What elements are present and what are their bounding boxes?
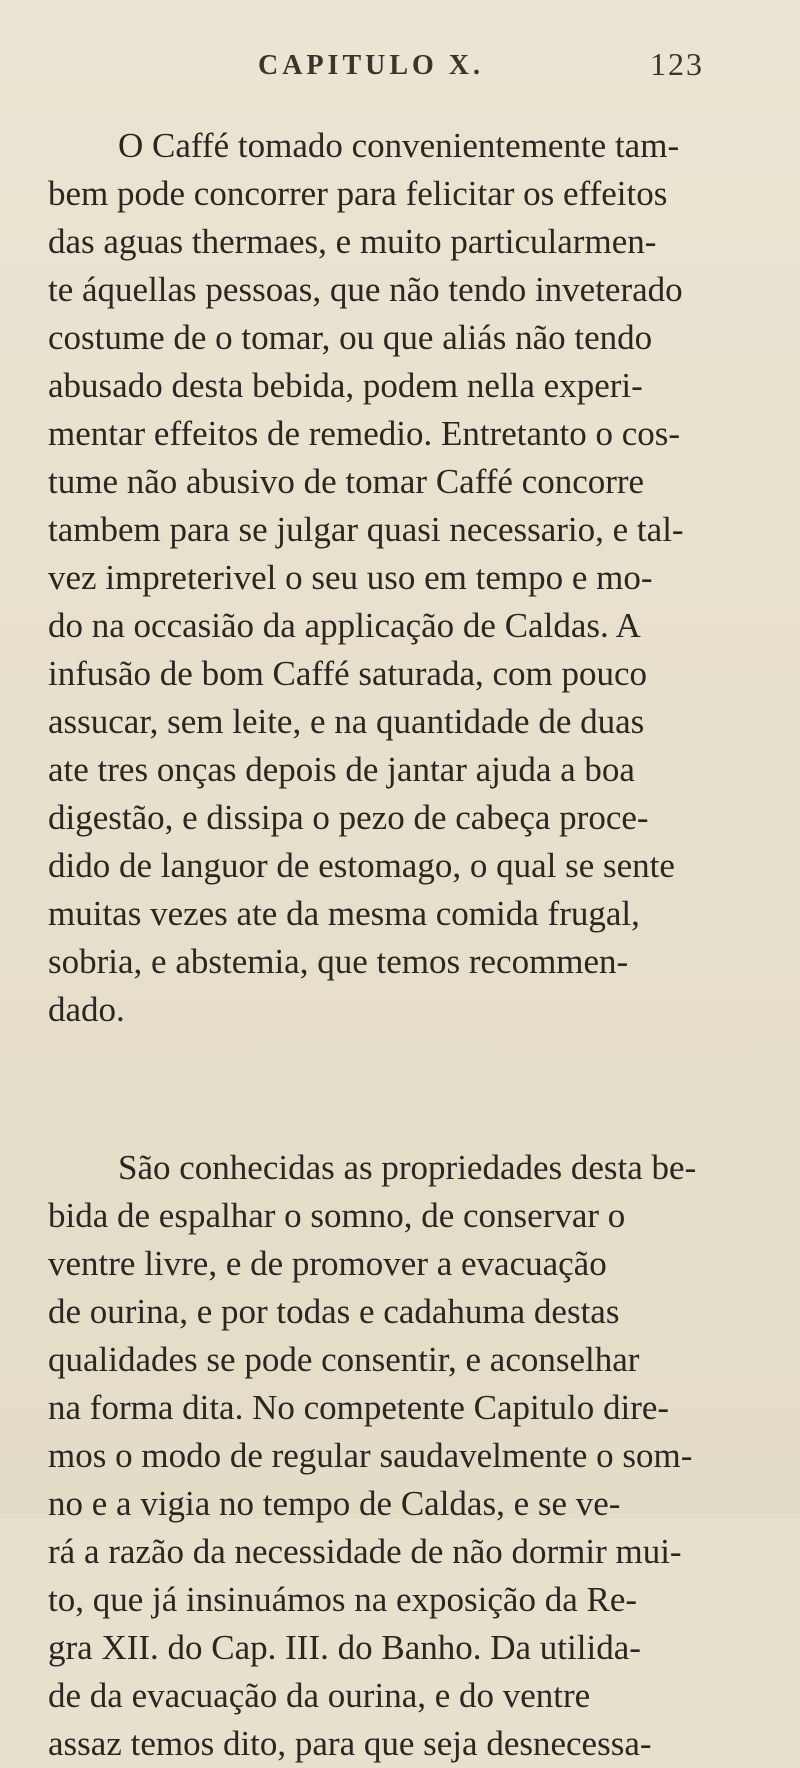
text-line: de ourina, e por todas e cadahuma destas xyxy=(48,1292,620,1331)
text-line: te áquellas pessoas, que não tendo inveterado xyxy=(48,270,683,309)
text-line: São conhecidas as propriedades desta be- xyxy=(118,1148,697,1187)
running-head: CAPITULO X. xyxy=(258,50,485,81)
text-line: to, que já insinuámos na exposição da Re- xyxy=(48,1580,638,1619)
text-line: tume não abusivo de tomar Caffé concorre xyxy=(48,462,645,501)
page-header xyxy=(48,0,762,122)
text-line: ate tres onças depois de jantar ajuda a boa xyxy=(48,750,635,789)
text-line: no e a vigia no tempo de Caldas, e se ve- xyxy=(48,1484,621,1523)
text-line: O Caffé tomado convenientemente tam- xyxy=(118,126,680,165)
text-line: mos o modo de regular saudavelmente o som- xyxy=(48,1436,693,1475)
text-line: bida de espalhar o somno, de conservar o xyxy=(48,1196,626,1235)
text-line: assucar, sem leite, e na quantidade de duas xyxy=(48,702,645,741)
paragraph-gap xyxy=(48,1034,762,1144)
body-text xyxy=(48,122,762,1768)
text-line: qualidades se pode consentir, e aconselhar xyxy=(48,1340,640,1379)
text-line: costume de o tomar, ou que aliás não tendo xyxy=(48,318,653,357)
text-line: dido de languor de estomago, o qual se sente xyxy=(48,846,675,885)
text-line: infusão de bom Caffé saturada, com pouco xyxy=(48,654,648,693)
text-line: dado. xyxy=(48,990,125,1029)
paragraph-1 xyxy=(48,122,762,1034)
text-line: sobria, e abstemia, que temos recommen- xyxy=(48,942,629,981)
text-line: na forma dita. No competente Capitulo dire- xyxy=(48,1388,670,1427)
text-line: de da evacuação da ourina, e do ventre xyxy=(48,1676,591,1715)
text-line: digestão, e dissipa o pezo de cabeça proce- xyxy=(48,798,649,837)
text-line: mentar effeitos de remedio. Entretanto o cos- xyxy=(48,414,681,453)
text-line: gra XII. do Cap. III. do Banho. Da utilida- xyxy=(48,1628,641,1667)
text-line: rá a razão da necessidade de não dormir mui- xyxy=(48,1532,682,1571)
text-line: vez impreterivel o seu uso em tempo e mo- xyxy=(48,558,653,597)
text-line: das aguas thermaes, e muito particularmen- xyxy=(48,222,657,261)
text-line: do na occasião da applicação de Caldas. A xyxy=(48,606,641,645)
text-line: muitas vezes ate da mesma comida frugal, xyxy=(48,894,640,933)
page-number: 123 xyxy=(650,46,704,82)
text-line: ventre livre, e de promover a evacuação xyxy=(48,1244,607,1283)
text-line: abusado desta bebida, podem nella experi- xyxy=(48,366,643,405)
text-line: assaz temos dito, para que seja desnecessa- xyxy=(48,1724,652,1763)
text-line: bem pode concorrer para felicitar os effeitos xyxy=(48,174,668,213)
text-line: tambem para se julgar quasi necessario, e tal- xyxy=(48,510,684,549)
paragraph-2 xyxy=(48,1144,762,1768)
